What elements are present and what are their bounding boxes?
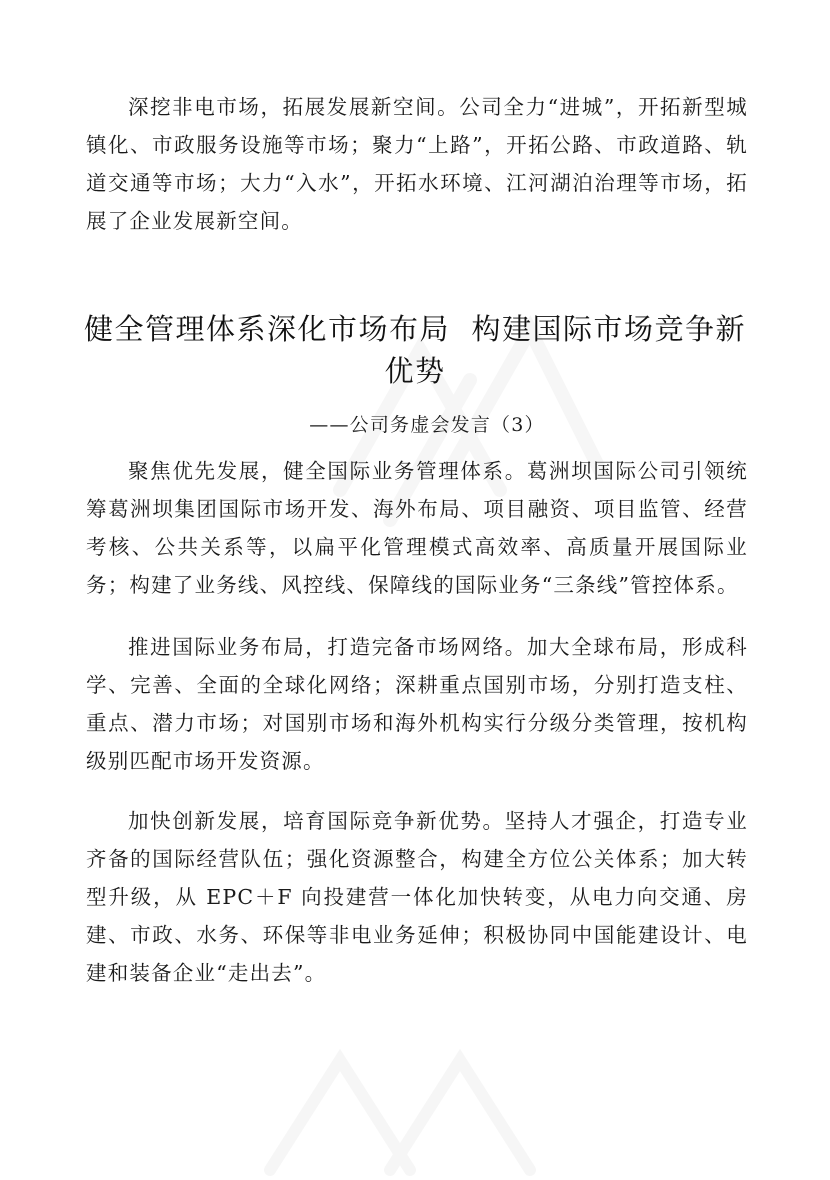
- paragraph-management-system: 聚焦优先发展，健全国际业务管理体系。葛洲坝国际公司引领统筹葛洲坝集团国际市场开发、海外布局、项目融资、项目监管、经营考核、公共关系等，以扁平化管理模式高效率、高质量开展国际业务；构建了业务线、风控线、保障线的国际业务“三条线”管控体系。: [86, 459, 748, 597]
- article-title: [70, 308, 760, 392]
- paragraph-business-layout: 推进国际业务布局，打造完备市场网络。加大全球布局，形成科学、完善、全面的全球化网络；深耕重点国别市场，分别打造支柱、重点、潜力市场；对国别市场和海外机构实行分级分类管理，按机构级别匹配市场开发资源。: [86, 635, 748, 773]
- article-subtitle: ——公司务虚会发言（3）: [309, 414, 545, 436]
- watermark-decoration-bottom: [240, 1040, 560, 1180]
- paragraph-innovation-development: 加快创新发展，培育国际竞争新优势。坚持人才强企，打造专业齐备的国际经营队伍；强化资源整合，构建全方位公关体系；加大转型升级，从 EPC＋F 向投建营一体化加快转变，从电力向交通、房建、市政、水务、环保等非电业务延伸；积极协同中国能建设计、电建和装备企业“走出去”。: [86, 809, 748, 985]
- title-line-2: 优势: [384, 354, 446, 388]
- title-line-1: 健全管理体系深化市场布局 构建国际市场竞争新: [84, 312, 746, 346]
- paragraph-non-power-market: 深挖非电市场，拓展发展新空间。公司全力“进城”，开拓新型城镇化、市政服务设施等市场；聚力“上路”，开拓公路、市政道路、轨道交通等市场；大力“入水”，开拓水环境、江河湖泊治理等市场，拓展了企业发展新空间。: [86, 95, 748, 233]
